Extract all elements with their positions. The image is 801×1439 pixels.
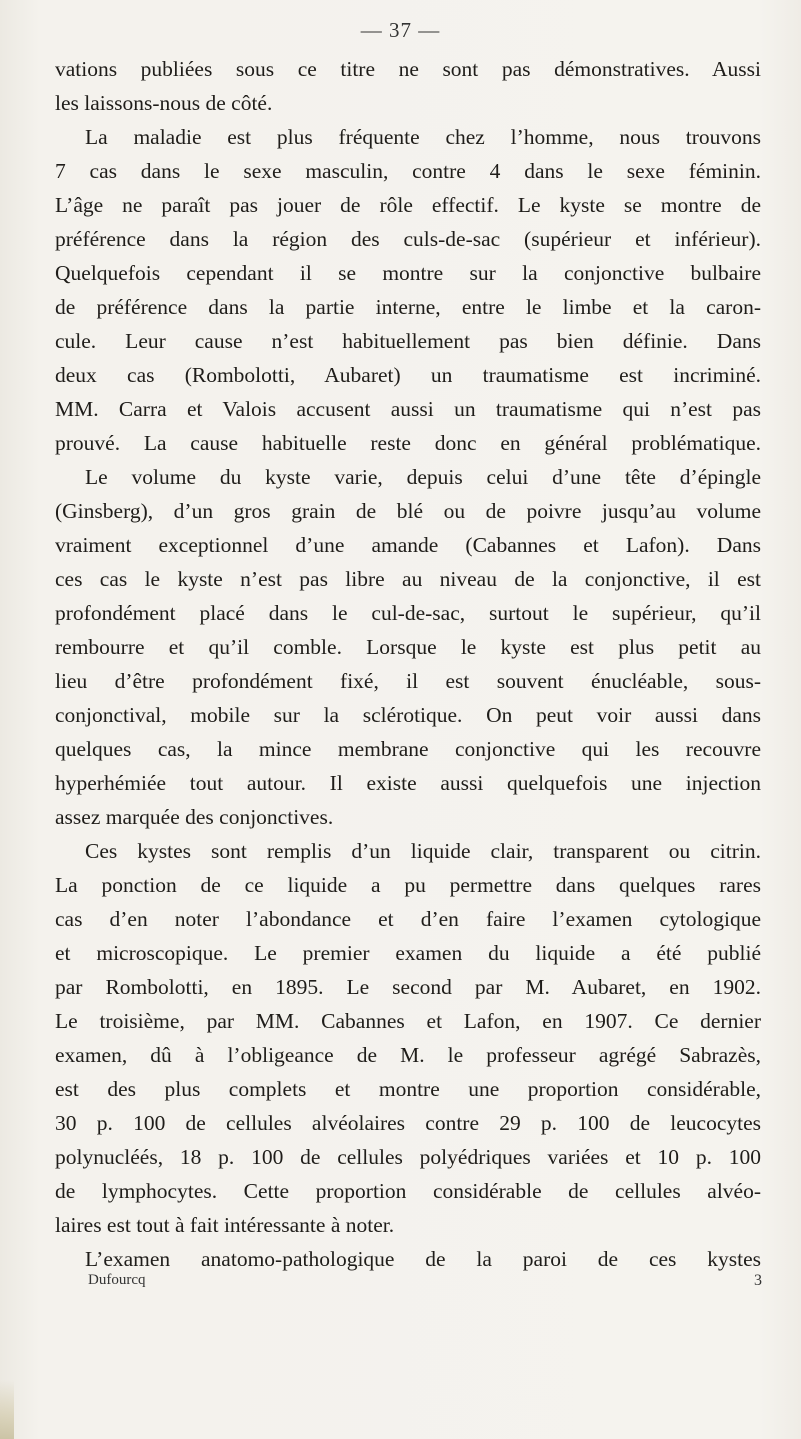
text-line: par Rombolotti, en 1895. Le second par M. Aubaret, en 1902. <box>55 975 761 999</box>
text-line: deux cas (Rombolotti, Aubaret) un traumatisme est incriminé. <box>55 363 761 387</box>
text-line: 7 cas dans le sexe masculin, contre 4 dans le sexe féminin. <box>55 159 761 183</box>
text-line: 30 p. 100 de cellules alvéolaires contre 29 p. 100 de leucocytes <box>55 1111 761 1135</box>
text-line: préférence dans la région des culs-de-sac (supérieur et inférieur). <box>55 227 761 251</box>
text-line: cas d’en noter l’abondance et d’en faire l’examen cytologique <box>55 907 761 931</box>
page-stain <box>0 1380 14 1439</box>
text-line: Le troisième, par MM. Cabannes et Lafon, en 1907. Ce dernier <box>55 1009 761 1033</box>
text-line: polynucléés, 18 p. 100 de cellules polyédriques variées et 10 p. 100 <box>55 1145 761 1169</box>
text-line: (Ginsberg), d’un gros grain de blé ou de poivre jusqu’au volume <box>55 499 761 523</box>
text-line: de préférence dans la partie interne, entre le limbe et la caron- <box>55 295 761 319</box>
text-line: de lymphocytes. Cette proportion considérable de cellules alvéo- <box>55 1179 761 1203</box>
text-line: vations publiées sous ce titre ne sont pas démonstratives. Aussi <box>55 57 761 81</box>
text-line: et microscopique. Le premier examen du liquide a été publié <box>55 941 761 965</box>
text-line: Ces kystes sont remplis d’un liquide clair, transparent ou citrin. <box>85 839 761 863</box>
text-line: profondément placé dans le cul-de-sac, surtout le supérieur, qu’il <box>55 601 761 625</box>
page-footer <box>88 1272 762 1296</box>
signature-mark: 3 <box>754 1272 762 1289</box>
text-line: MM. Carra et Valois accusent aussi un traumatisme qui n’est pas <box>55 397 761 421</box>
text-line: quelques cas, la mince membrane conjonctive qui les recouvre <box>55 737 761 761</box>
text-line: assez marquée des conjonctives. <box>55 805 334 829</box>
page-number: — 37 — <box>360 18 441 42</box>
body-text <box>55 52 761 1276</box>
text-line: L’âge ne paraît pas jouer de rôle effectif. Le kyste se montre de <box>55 193 761 217</box>
footer-author: Dufourcq <box>88 1272 146 1288</box>
text-line: La maladie est plus fréquente chez l’homme, nous trouvons <box>85 125 761 149</box>
text-line: cule. Leur cause n’est habituellement pas bien définie. Dans <box>55 329 761 353</box>
text-line: laires est tout à fait intéressante à noter. <box>55 1213 395 1237</box>
text-line: L’examen anatomo-pathologique de la paroi de ces kystes <box>85 1247 761 1271</box>
text-line: ces cas le kyste n’est pas libre au niveau de la conjonctive, il est <box>55 567 761 591</box>
text-line: conjonctival, mobile sur la sclérotique. On peut voir aussi dans <box>55 703 761 727</box>
text-line: prouvé. La cause habituelle reste donc en général problématique. <box>55 431 761 455</box>
text-line: rembourre et qu’il comble. Lorsque le kyste est plus petit au <box>55 635 761 659</box>
text-line: les laissons-nous de côté. <box>55 91 273 115</box>
text-line: La ponction de ce liquide a pu permettre dans quelques rares <box>55 873 761 897</box>
text-line: Le volume du kyste varie, depuis celui d’une tête d’épingle <box>85 465 761 489</box>
text-line: hyperhémiée tout autour. Il existe aussi quelquefois une injection <box>55 771 761 795</box>
text-line: Quelquefois cependant il se montre sur la conjonctive bulbaire <box>55 261 761 285</box>
text-line: examen, dû à l’obligeance de M. le professeur agrégé Sabrazès, <box>55 1043 761 1067</box>
text-line: vraiment exceptionnel d’une amande (Cabannes et Lafon). Dans <box>55 533 761 557</box>
text-line: est des plus complets et montre une proportion considérable, <box>55 1077 761 1101</box>
text-line: lieu d’être profondément fixé, il est souvent énucléable, sous- <box>55 669 761 693</box>
